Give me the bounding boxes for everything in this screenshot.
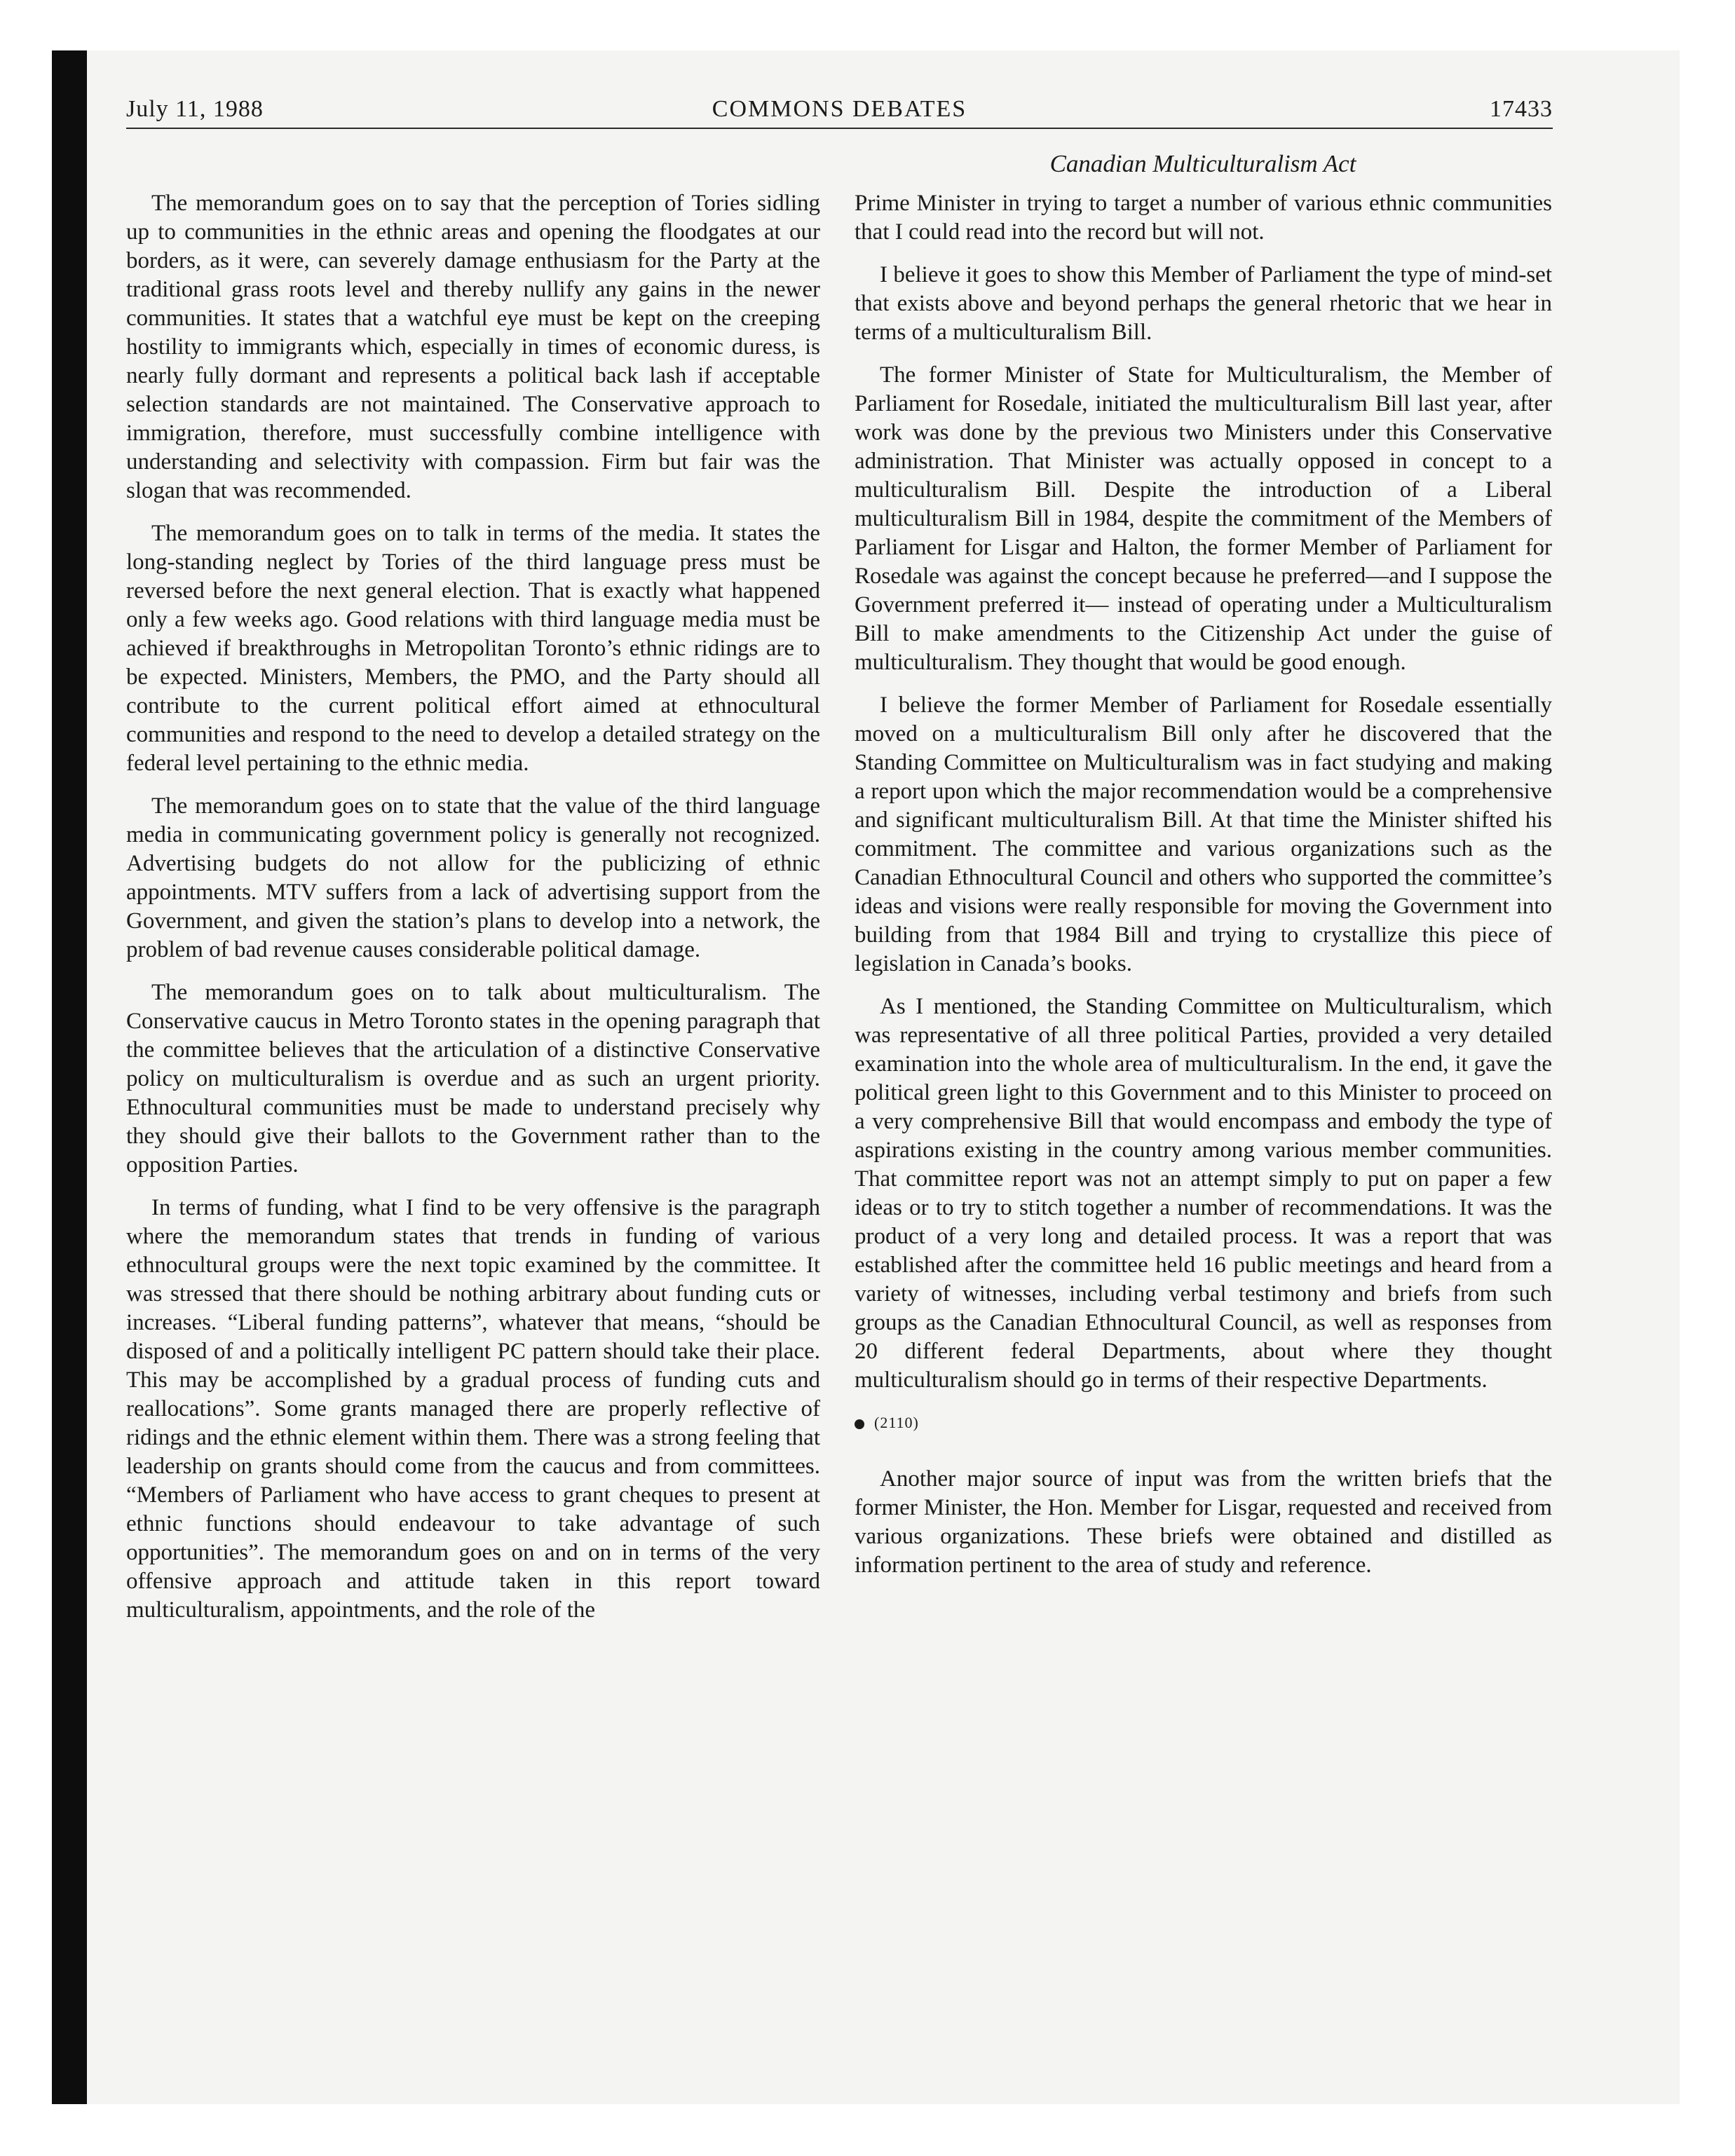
paragraph-continued: Prime Minister in trying to target a number of various ethnic communities that I could read into the record but will not.	[855, 191, 1552, 245]
paragraph: As I mentioned, the Standing Committee on Multiculturalism, which was representative of all three political Parties, provided a very detailed examination into the whole area of multiculturalism. In the end, it gave the political green light to this Government and to this Minister to proceed on a very comprehensive Bill that would encompass and embody the type of aspirations existing in the country among various member communities. That committee report was not an attempt simply to put on paper a few ideas or to try to stitch together a number of recommendations. It was the product of a very long and detailed process. It was a report that was established after the committee held 16 public meetings and heard from a variety of witnesses, including verbal testimony and briefs from such groups as the Canadian Ethnocultural Council, as well as responses from 20 different federal Departments, about where they thought multiculturalism should go in terms of their respective Departments.	[855, 994, 1552, 1393]
bullet-icon	[855, 1419, 864, 1429]
page-header	[126, 94, 1553, 129]
paragraph: The memorandum goes on to say that the perception of Tories sidling up to communities in the ethnic areas and opening the floodgates at our borders, as it were, can severely damage enthusiasm for the Party at the traditional grass roots level and thereby nullify any gains in the newer communities. It states that a watchful eye must be kept on the creeping hostility to immigrants which, especially in times of economic duress, is nearly fully dormant and represents a political back lash if acceptable selection standards are not maintained. The Conservative approach to immigration, therefore, must successfully combine intelligence with understanding and selectivity with compassion. Firm but fair was the slogan that was recommended.	[126, 191, 820, 503]
paragraph: In terms of funding, what I find to be very offensive is the paragraph where the memorandum states that trends in funding of various ethnocultural groups were the next topic examined by the committee. It was stressed that there should be nothing arbitrary about funding cuts or increases. “Liberal funding patterns”, whatever that means, “should be disposed of and a politically intelligent PC pattern should take their place. This may be accomplished by a gradual process of funding cuts and reallocations”. Some grants managed there are properly reflective of ridings and the ethnic element within them. There was a strong feeling that leadership on grants should come from the caucus and from committees. “Members of Parliament who have access to grant cheques to present at ethnic functions should endeavour to take advantage of such opportunities”. The memorandum goes on and on in terms of the very offensive approach and attitude taken in this report toward multiculturalism, appointments, and the role of the	[126, 1195, 820, 1623]
paragraph: The memorandum goes on to talk in terms of the media. It states the long-standing neglect by Tories of the third language press must be reversed before the next general election. That is exactly what happened only a few weeks ago. Good relations with third language media must be achieved if breakthroughs in Metropolitan Toronto’s ethnic ridings are to be expected. Ministers, Members, the PMO, and the Party should all contribute to the current political effort aimed at ethnocultural communities and respond to the need to develop a detailed strategy on the federal level pertaining to the ethnic media.	[126, 521, 820, 776]
left-column	[126, 189, 820, 1639]
time-marker	[855, 1409, 1552, 1437]
binding-shadow	[52, 50, 87, 2104]
paragraph: I believe it goes to show this Member of Parliament the type of mind-set that exists above and beyond perhaps the general rhetoric that we hear in terms of a multiculturalism Bill.	[855, 262, 1552, 345]
header-title: COMMONS DEBATES	[712, 96, 967, 122]
paragraph: The memorandum goes on to state that the value of the third language media in communicating government policy is generally not recognized. Advertising budgets do not allow for the publicizing of ethnic appointments. MTV suffers from a lack of advertising support from the Government, and given the station’s plans to develop into a network, the problem of bad revenue causes considerable political damage.	[126, 793, 820, 962]
header-date: July 11, 1988	[126, 96, 264, 122]
paragraph: I believe the former Member of Parliament for Rosedale essentially moved on a multiculturalism Bill only after he discovered that the Standing Committee on Multiculturalism was in fact studying and making a report upon which the major recommendation would be a comprehensive and significant multiculturalism Bill. At that time the Minister shifted his commitment. The committee and various organizations such as the Canadian Ethnocultural Council and others who supported the committee’s ideas and visions were really responsible for moving the Government into building from that 1984 Bill and trying to crystallize this piece of legislation in Canada’s books.	[855, 692, 1552, 976]
paragraph: The memorandum goes on to talk about multiculturalism. The Conservative caucus in Metro Toronto states in the opening paragraph that the committee believes that the articulation of a distinctive Conservative policy on multiculturalism is overdue and as such an urgent priority. Ethnocultural communities must be made to understand precisely why they should give their ballots to the Government rather than to the opposition Parties.	[126, 980, 820, 1178]
paragraph: The former Minister of State for Multiculturalism, the Member of Parliament for Rosedale, initiated the multiculturalism Bill last year, after work was done by the previous two Ministers under this Conservative administration. That Minister was actually opposed in concept to a multiculturalism Bill. Despite the introduction of a Liberal multiculturalism Bill in 1984, despite the commitment of the Members of Parliament for Lisgar and Halton, the former Member of Parliament for Rosedale was against the concept because he preferred—and I suppose the Government preferred it— instead of operating under a Multiculturalism Bill to make amendments to the Citizenship Act under the guise of multiculturalism. They thought that would be good enough.	[855, 362, 1552, 675]
right-column	[855, 189, 1552, 1594]
time-marker-text: (2110)	[874, 1414, 919, 1431]
running-head: Canadian Multiculturalism Act	[1049, 150, 1356, 177]
paragraph: Another major source of input was from the written briefs that the former Minister, the Hon. Member for Lisgar, requested and received from various organizations. These briefs were obtained and distilled as information pertinent to the area of study and reference.	[855, 1466, 1552, 1578]
page-number: 17433	[1490, 96, 1553, 122]
